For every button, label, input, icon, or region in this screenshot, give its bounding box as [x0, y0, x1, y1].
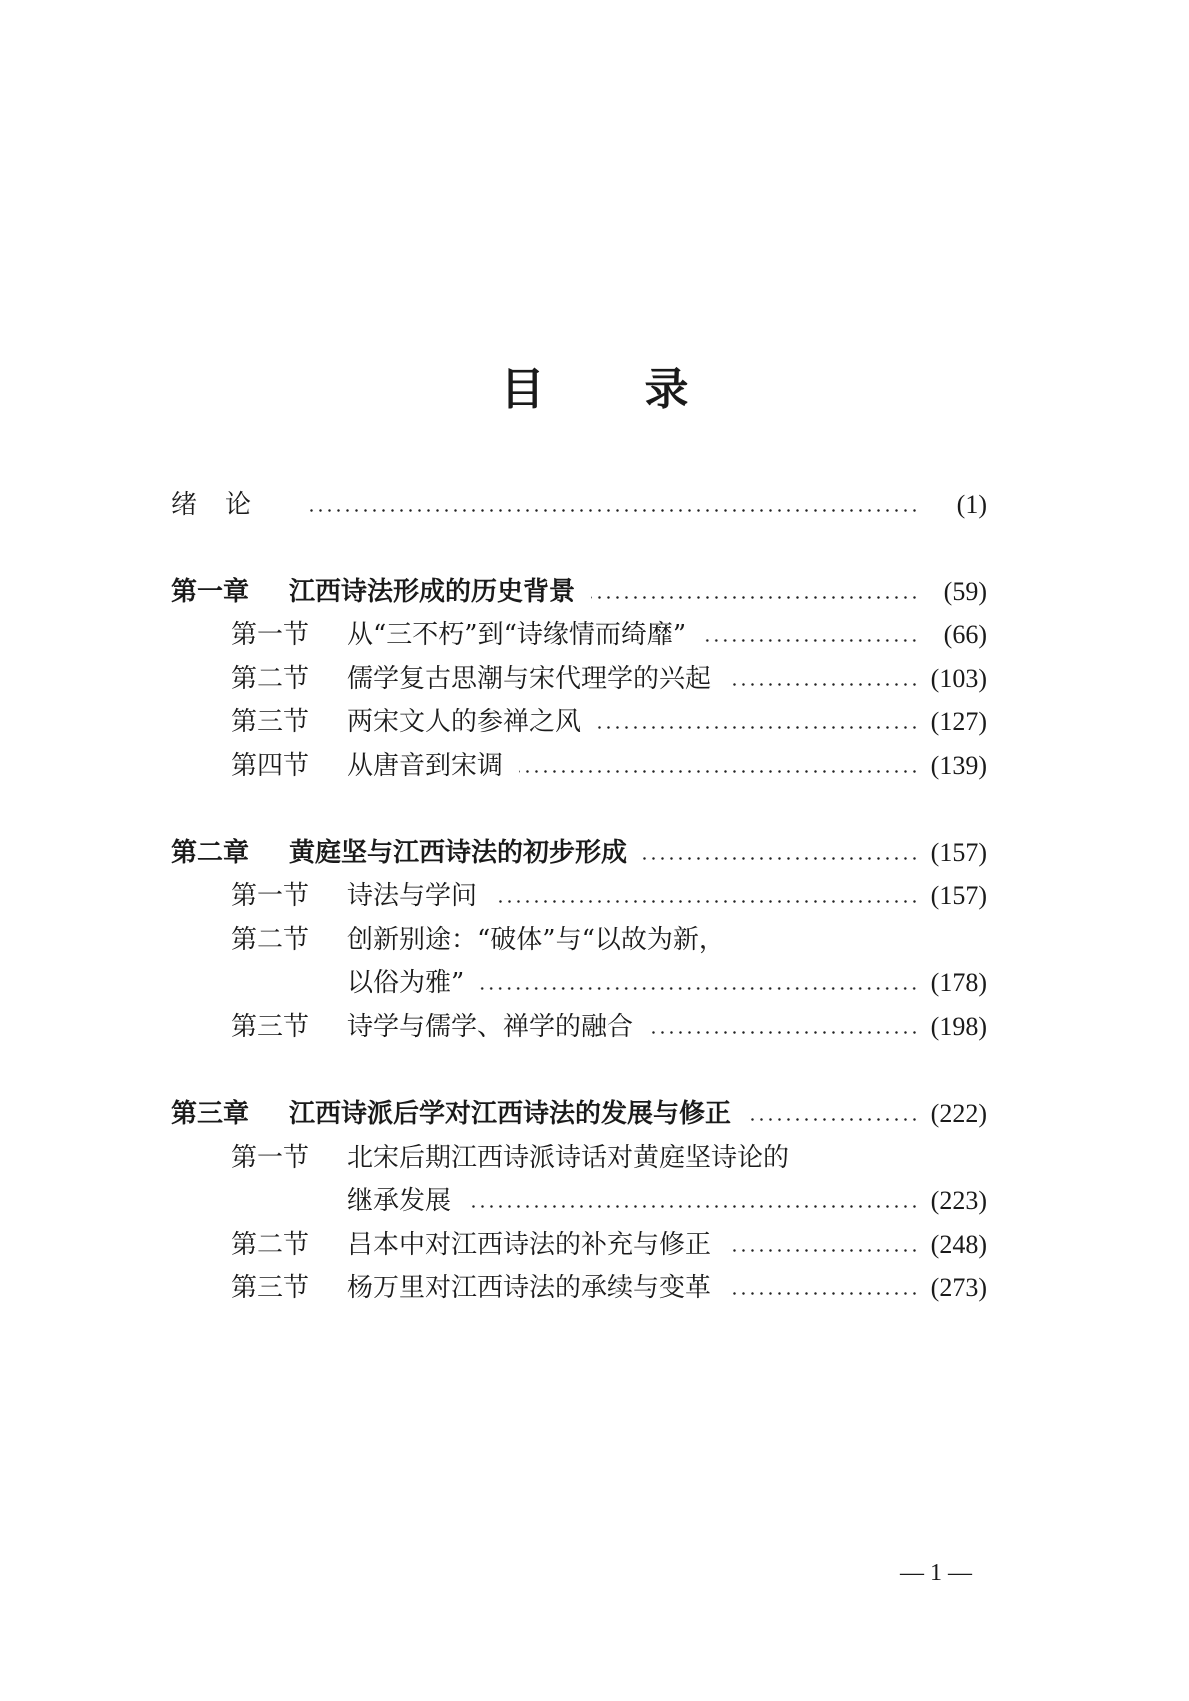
dot-leader — [727, 1249, 919, 1252]
toc-page-number: (1) — [956, 490, 987, 519]
toc-page-number: (198) — [930, 1012, 987, 1041]
dot-leader — [480, 987, 919, 990]
page-title — [0, 364, 1189, 415]
section-title-continued: 继承发展 — [347, 1186, 452, 1216]
toc-page-number: (157) — [930, 838, 987, 867]
toc-entry-section-1-3[interactable] — [231, 702, 987, 742]
section-label: 第四节 — [231, 751, 310, 781]
page-folio: — 1 — — [900, 1560, 972, 1586]
toc-entry-section-3-1[interactable] — [231, 1138, 987, 1178]
chapter-label: 第一章 — [171, 577, 250, 607]
toc-entry-section-2-3[interactable] — [231, 1007, 987, 1047]
toc-page-number: (139) — [930, 751, 987, 780]
section-title: 诗法与学问 — [347, 881, 478, 911]
toc-entry-intro[interactable] — [171, 485, 987, 525]
section-label: 第二节 — [231, 925, 310, 955]
chapter-label: 第三章 — [171, 1099, 250, 1129]
section-label: 第一节 — [231, 620, 310, 650]
dot-leader — [597, 726, 919, 729]
section-title: 北宋后期江西诗派诗话对黄庭坚诗论的 — [347, 1143, 790, 1173]
section-title: 杨万里对江西诗法的承续与变革 — [347, 1273, 712, 1303]
toc-entry-section-3-3[interactable] — [231, 1268, 987, 1308]
dot-leader — [493, 900, 919, 903]
toc-entry-chapter-2[interactable] — [171, 833, 987, 873]
toc-entry-section-3-2[interactable] — [231, 1225, 987, 1265]
toc-page-number: (223) — [930, 1186, 987, 1215]
section-title: 从“三不朽”到“诗缘情而绮靡” — [347, 620, 687, 650]
section-title: 从唐音到宋调 — [347, 751, 504, 781]
chapter-title: 江西诗派后学对江西诗法的发展与修正 — [289, 1099, 732, 1129]
toc-entry-section-1-4[interactable] — [231, 746, 987, 786]
section-title: 创新别途：“破体”与“以故为新， — [347, 925, 725, 955]
section-title: 吕本中对江西诗法的补充与修正 — [347, 1230, 712, 1260]
section-label: 第二节 — [231, 664, 310, 694]
dot-leader — [643, 857, 919, 860]
toc-page-number: (103) — [930, 664, 987, 693]
toc-page-number: (127) — [930, 707, 987, 736]
toc-entry-section-3-1-continued[interactable] — [347, 1181, 987, 1221]
toc-entry-section-1-2[interactable] — [231, 659, 987, 699]
toc-entry-chapter-3[interactable] — [171, 1094, 987, 1134]
toc-page-number: (66) — [943, 620, 987, 649]
toc-entry-section-2-2-continued[interactable] — [347, 963, 987, 1003]
title-char-2: 录 — [644, 364, 689, 415]
dot-leader — [591, 596, 919, 599]
section-label: 第一节 — [231, 1143, 310, 1173]
dot-leader — [747, 1118, 919, 1121]
section-title: 诗学与儒学、禅学的融合 — [347, 1012, 634, 1042]
section-label: 第三节 — [231, 1273, 310, 1303]
toc-page-number: (59) — [943, 577, 987, 606]
toc-page-number: (273) — [930, 1273, 987, 1302]
dot-leader — [727, 683, 919, 686]
toc-page-number: (222) — [930, 1099, 987, 1128]
dot-leader — [467, 1205, 919, 1208]
toc-label: 绪论 — [171, 490, 280, 520]
toc-entry-section-2-2[interactable] — [231, 920, 987, 960]
toc-page-number: (178) — [930, 968, 987, 997]
chapter-title: 黄庭坚与江西诗法的初步形成 — [289, 838, 628, 868]
dot-leader — [727, 1292, 919, 1295]
dot-leader — [702, 639, 919, 642]
section-label: 第三节 — [231, 707, 310, 737]
section-title: 儒学复古思潮与宋代理学的兴起 — [347, 664, 712, 694]
dot-leader — [649, 1031, 919, 1034]
section-title: 两宋文人的参禅之风 — [347, 707, 582, 737]
section-label: 第一节 — [231, 881, 310, 911]
chapter-label: 第二章 — [171, 838, 250, 868]
dot-leader — [519, 770, 919, 773]
toc-page-number: (157) — [930, 881, 987, 910]
toc-page-number: (248) — [930, 1230, 987, 1259]
chapter-title: 江西诗法形成的历史背景 — [289, 577, 576, 607]
toc-entry-section-1-1[interactable] — [231, 615, 987, 655]
section-label: 第三节 — [231, 1012, 310, 1042]
toc-entry-chapter-1[interactable] — [171, 572, 987, 612]
section-label: 第二节 — [231, 1230, 310, 1260]
title-char-1: 目 — [500, 364, 545, 415]
dot-leader — [305, 509, 919, 512]
section-title-continued: 以俗为雅” — [347, 968, 465, 998]
toc-entry-section-2-1[interactable] — [231, 876, 987, 916]
